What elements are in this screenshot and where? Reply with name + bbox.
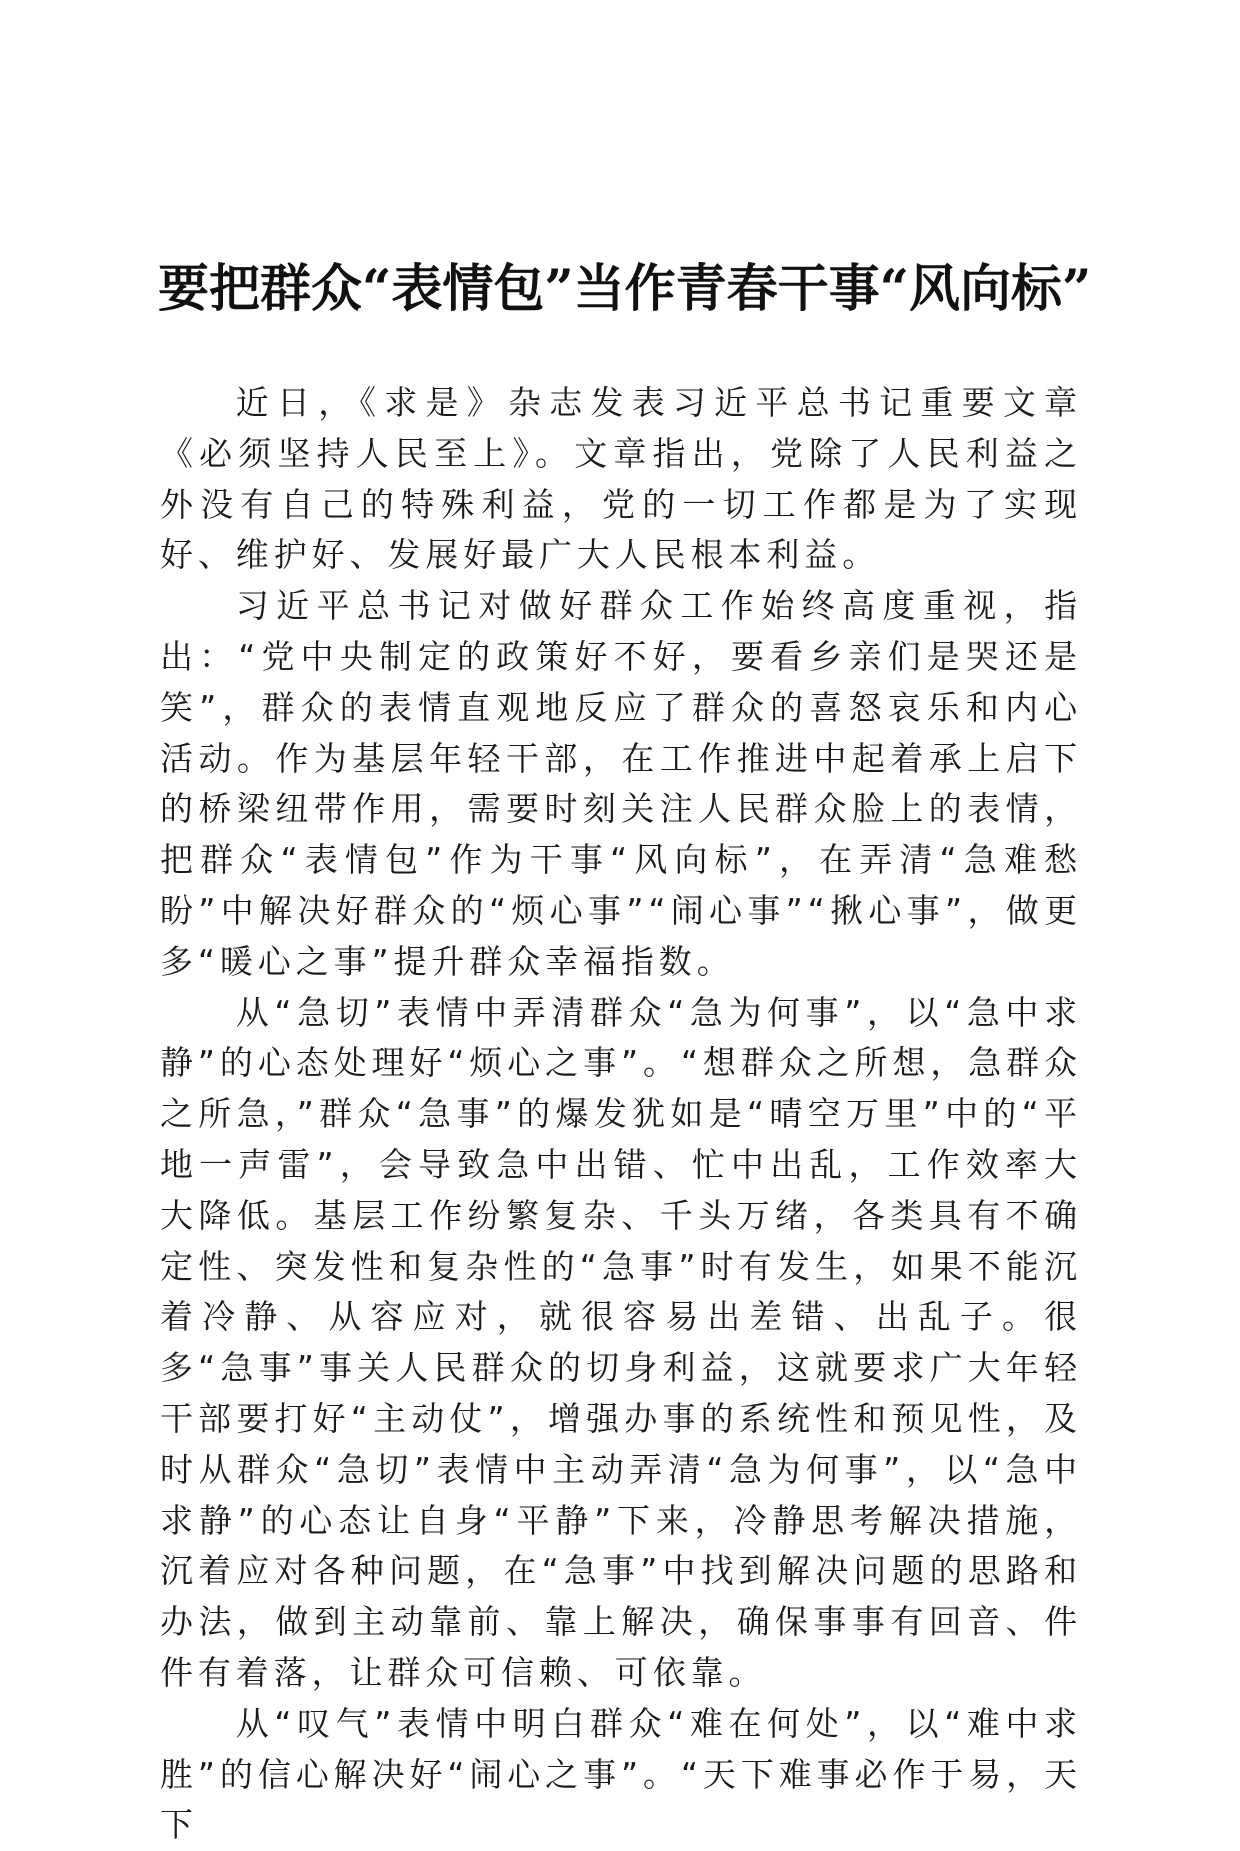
article-body bbox=[160, 378, 1082, 1851]
article-title: 要把群众“表情包”当作青春干事“风向标” bbox=[158, 259, 1092, 319]
paragraph-1: 近日，《求是》杂志发表习近平总书记重要文章《必须坚持人民至上》。文章指出，党除了人民利益之外没有自己的特殊利益，党的一切工作都是为了实现好、维护好、发展好最广大人民根本利益。 bbox=[160, 383, 1082, 575]
paragraph-2: 习近平总书记对做好群众工作始终高度重视，指出：“党中央制定的政策好不好，要看乡亲们是哭还是笑”，群众的表情直观地反应了群众的喜怒哀乐和内心活动。作为基层年轻干部，在工作推进中起着承上启下的桥梁纽带作用，需要时刻关注人民群众脸上的表情，把群众“表情包”作为干事“风向标”，在弄清“急难愁盼”中解决好群众的“烦心事”“闹心事”“揪心事”，做更多“暖心之事”提升群众幸福指数。 bbox=[160, 586, 1082, 981]
paragraph-3: 从“急切”表情中弄清群众“急为何事”，以“急中求静”的心态处理好“烦心之事”。“想群众之所想，急群众之所急，”群众“急事”的爆发犹如是“晴空万里”中的“平地一声雷”，会导致急中出错、忙中出乱，工作效率大大降低。基层工作纷繁复杂、千头万绪，各类具有不确定性、突发性和复杂性的“急事”时有发生，如果不能沉着冷静、从容应对，就很容易出差错、出乱子。很多“急事”事关人民群众的切身利益，这就要求广大年轻干部要打好“主动仗”，增强办事的系统性和预见性，及时从群众“急切”表情中主动弄清“急为何事”，以“急中求静”的心态让自身“平静”下来，冷静思考解决措施，沉着应对各种问题，在“急事”中找到解决问题的思路和办法，做到主动靠前、靠上解决，确保事事有回音、件件有着落，让群众可信赖、可依靠。 bbox=[160, 992, 1082, 1692]
paragraph-4: 从“叹气”表情中明白群众“难在何处”，以“难中求胜”的信心解决好“闹心之事”。“天下难事必作于易，天下 bbox=[160, 1703, 1082, 1845]
